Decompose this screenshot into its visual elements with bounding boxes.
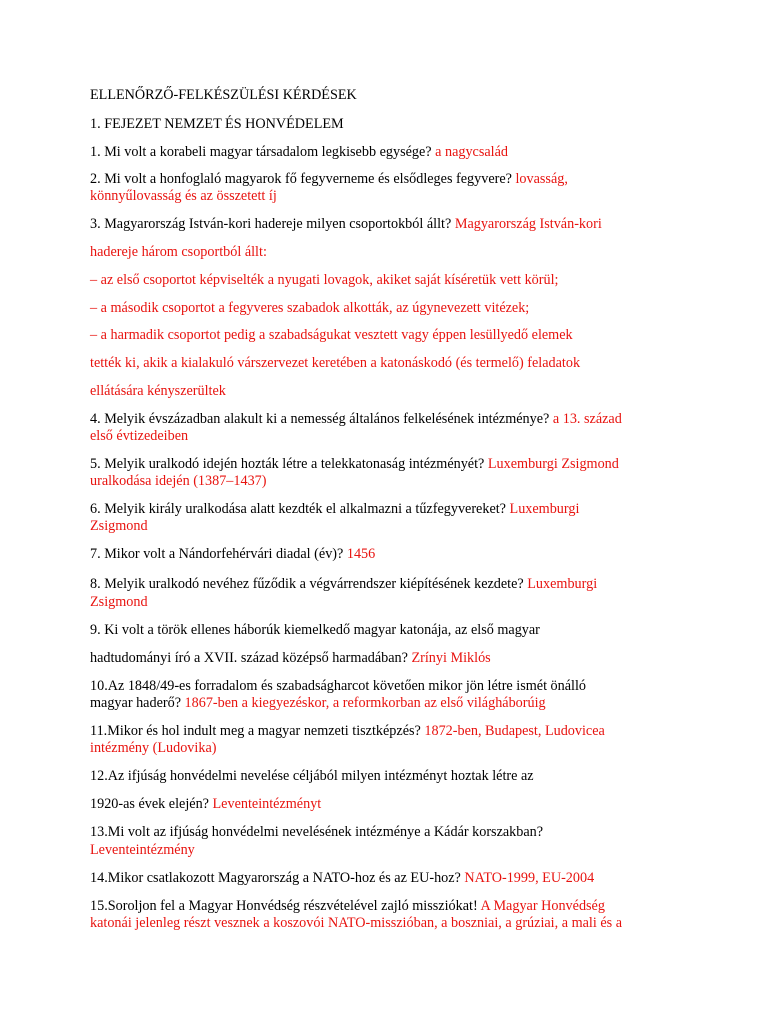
answer-text: Luxemburgi	[509, 501, 580, 517]
question-text: 6. Melyik király uralkodása alatt kezdték el alkalmazni a tűzfegyvereket?	[90, 501, 506, 517]
question-1	[90, 143, 508, 161]
answer-line: intézmény (Ludovika)	[90, 740, 217, 756]
question-11	[90, 722, 605, 740]
chapter-heading: 1. FEJEZET NEMZET ÉS HONVÉDELEM	[90, 116, 344, 132]
answer-line: – a harmadik csoportot pedig a szabadságukat vesztett vagy éppen lesüllyedő elemek	[90, 327, 573, 343]
question-12: 12.Az ifjúság honvédelmi nevelése céljából milyen intézményt hoztak létre az	[90, 768, 534, 784]
answer-line: tették ki, akik a kialakuló várszervezet keretében a katonáskodó (és termelő) feladatok	[90, 355, 581, 371]
question-14	[90, 869, 594, 887]
answer-line: hadereje három csoportból állt:	[90, 244, 267, 260]
answer-line: katonái jelenleg részt vesznek a koszovói NATO-misszióban, a boszniai, a grúziai, a mali és a	[90, 915, 622, 931]
question-text: 11.Mikor és hol indult meg a magyar nemzeti tisztképzés?	[90, 723, 421, 739]
question-text: 5. Melyik uralkodó idején hozták létre a telekkatonaság intézményét?	[90, 456, 485, 472]
answer-text: Leventeintézményt	[212, 796, 322, 812]
question-text: 14.Mikor csatlakozott Magyarország a NATO-hoz és az EU-hoz?	[90, 870, 461, 886]
answer-text: 1456	[346, 546, 376, 562]
question-6	[90, 500, 579, 518]
answer-text: a nagycsalád	[435, 144, 508, 160]
question-text: magyar haderő?	[90, 695, 181, 711]
answer-text: 1867-ben a kiegyezéskor, a reformkorban az első világháborúig	[184, 695, 546, 711]
answer-text: 1872-ben, Budapest, Ludovicea	[424, 723, 605, 739]
question-9-cont	[90, 649, 491, 667]
answer-line: uralkodása idején (1387–1437)	[90, 473, 267, 489]
answer-line: Zsigmond	[90, 594, 148, 610]
question-4	[90, 410, 622, 428]
question-10-cont	[90, 694, 546, 712]
answer-text: Luxemburgi	[527, 576, 598, 592]
question-text: 15.Soroljon fel a Magyar Honvédség részvételével zajló missziókat!	[90, 898, 478, 914]
answer-line: könnyűlovasság és az összetett íj	[90, 188, 277, 204]
question-8	[90, 575, 597, 593]
answer-line: Zsigmond	[90, 518, 148, 534]
answer-line: – a második csoportot a fegyveres szabadok alkották, az úgynevezett vitézek;	[90, 300, 530, 316]
answer-line: Leventeintézmény	[90, 842, 195, 858]
question-10: 10.Az 1848/49-es forradalom és szabadságharcot követően mikor jön létre ismét önálló	[90, 678, 587, 694]
question-text: 3. Magyarország István-kori hadereje milyen csoportokból állt?	[90, 216, 452, 232]
answer-text: Zrínyi Miklós	[411, 650, 491, 666]
question-7	[90, 545, 375, 563]
answer-text: NATO-1999, EU-2004	[464, 870, 595, 886]
question-text: 7. Mikor volt a Nándorfehérvári diadal (év)?	[90, 546, 344, 562]
answer-text: Luxemburgi Zsigmond	[487, 456, 619, 472]
question-text: 4. Melyik évszázadban alakult ki a nemesség általános felkelésének intézménye?	[90, 411, 550, 427]
answer-text: lovasság,	[515, 171, 568, 187]
question-text: 2. Mi volt a honfoglaló magyarok fő fegyverneme és elsődleges fegyvere?	[90, 171, 512, 187]
answer-line: – az első csoportot képviselték a nyugati lovagok, akiket saját kíséretük vett körül;	[90, 272, 559, 288]
question-5	[90, 455, 619, 473]
answer-line: első évtizedeiben	[90, 428, 189, 444]
question-15	[90, 897, 605, 915]
question-13: 13.Mi volt az ifjúság honvédelmi nevelésének intézménye a Kádár korszakban?	[90, 824, 544, 840]
question-3	[90, 215, 602, 233]
document-title: ELLENŐRZŐ-FELKÉSZÜLÉSI KÉRDÉSEK	[90, 87, 357, 103]
answer-text: Magyarország István-kori	[454, 216, 602, 232]
question-12-cont	[90, 795, 321, 813]
question-text: 8. Melyik uralkodó nevéhez fűződik a végvárrendszer kiépítésének kezdete?	[90, 576, 524, 592]
question-9: 9. Ki volt a török ellenes háborúk kiemelkedő magyar katonája, az első magyar	[90, 622, 540, 638]
answer-line: ellátására kényszerültek	[90, 383, 226, 399]
question-text: 1920-as évek elején?	[90, 796, 209, 812]
question-text: hadtudományi író a XVII. század középső harmadában?	[90, 650, 408, 666]
answer-text: a 13. század	[552, 411, 622, 427]
question-2	[90, 170, 568, 188]
answer-text: A Magyar Honvédség	[480, 898, 605, 914]
question-text: 1. Mi volt a korabeli magyar társadalom legkisebb egysége?	[90, 144, 432, 160]
